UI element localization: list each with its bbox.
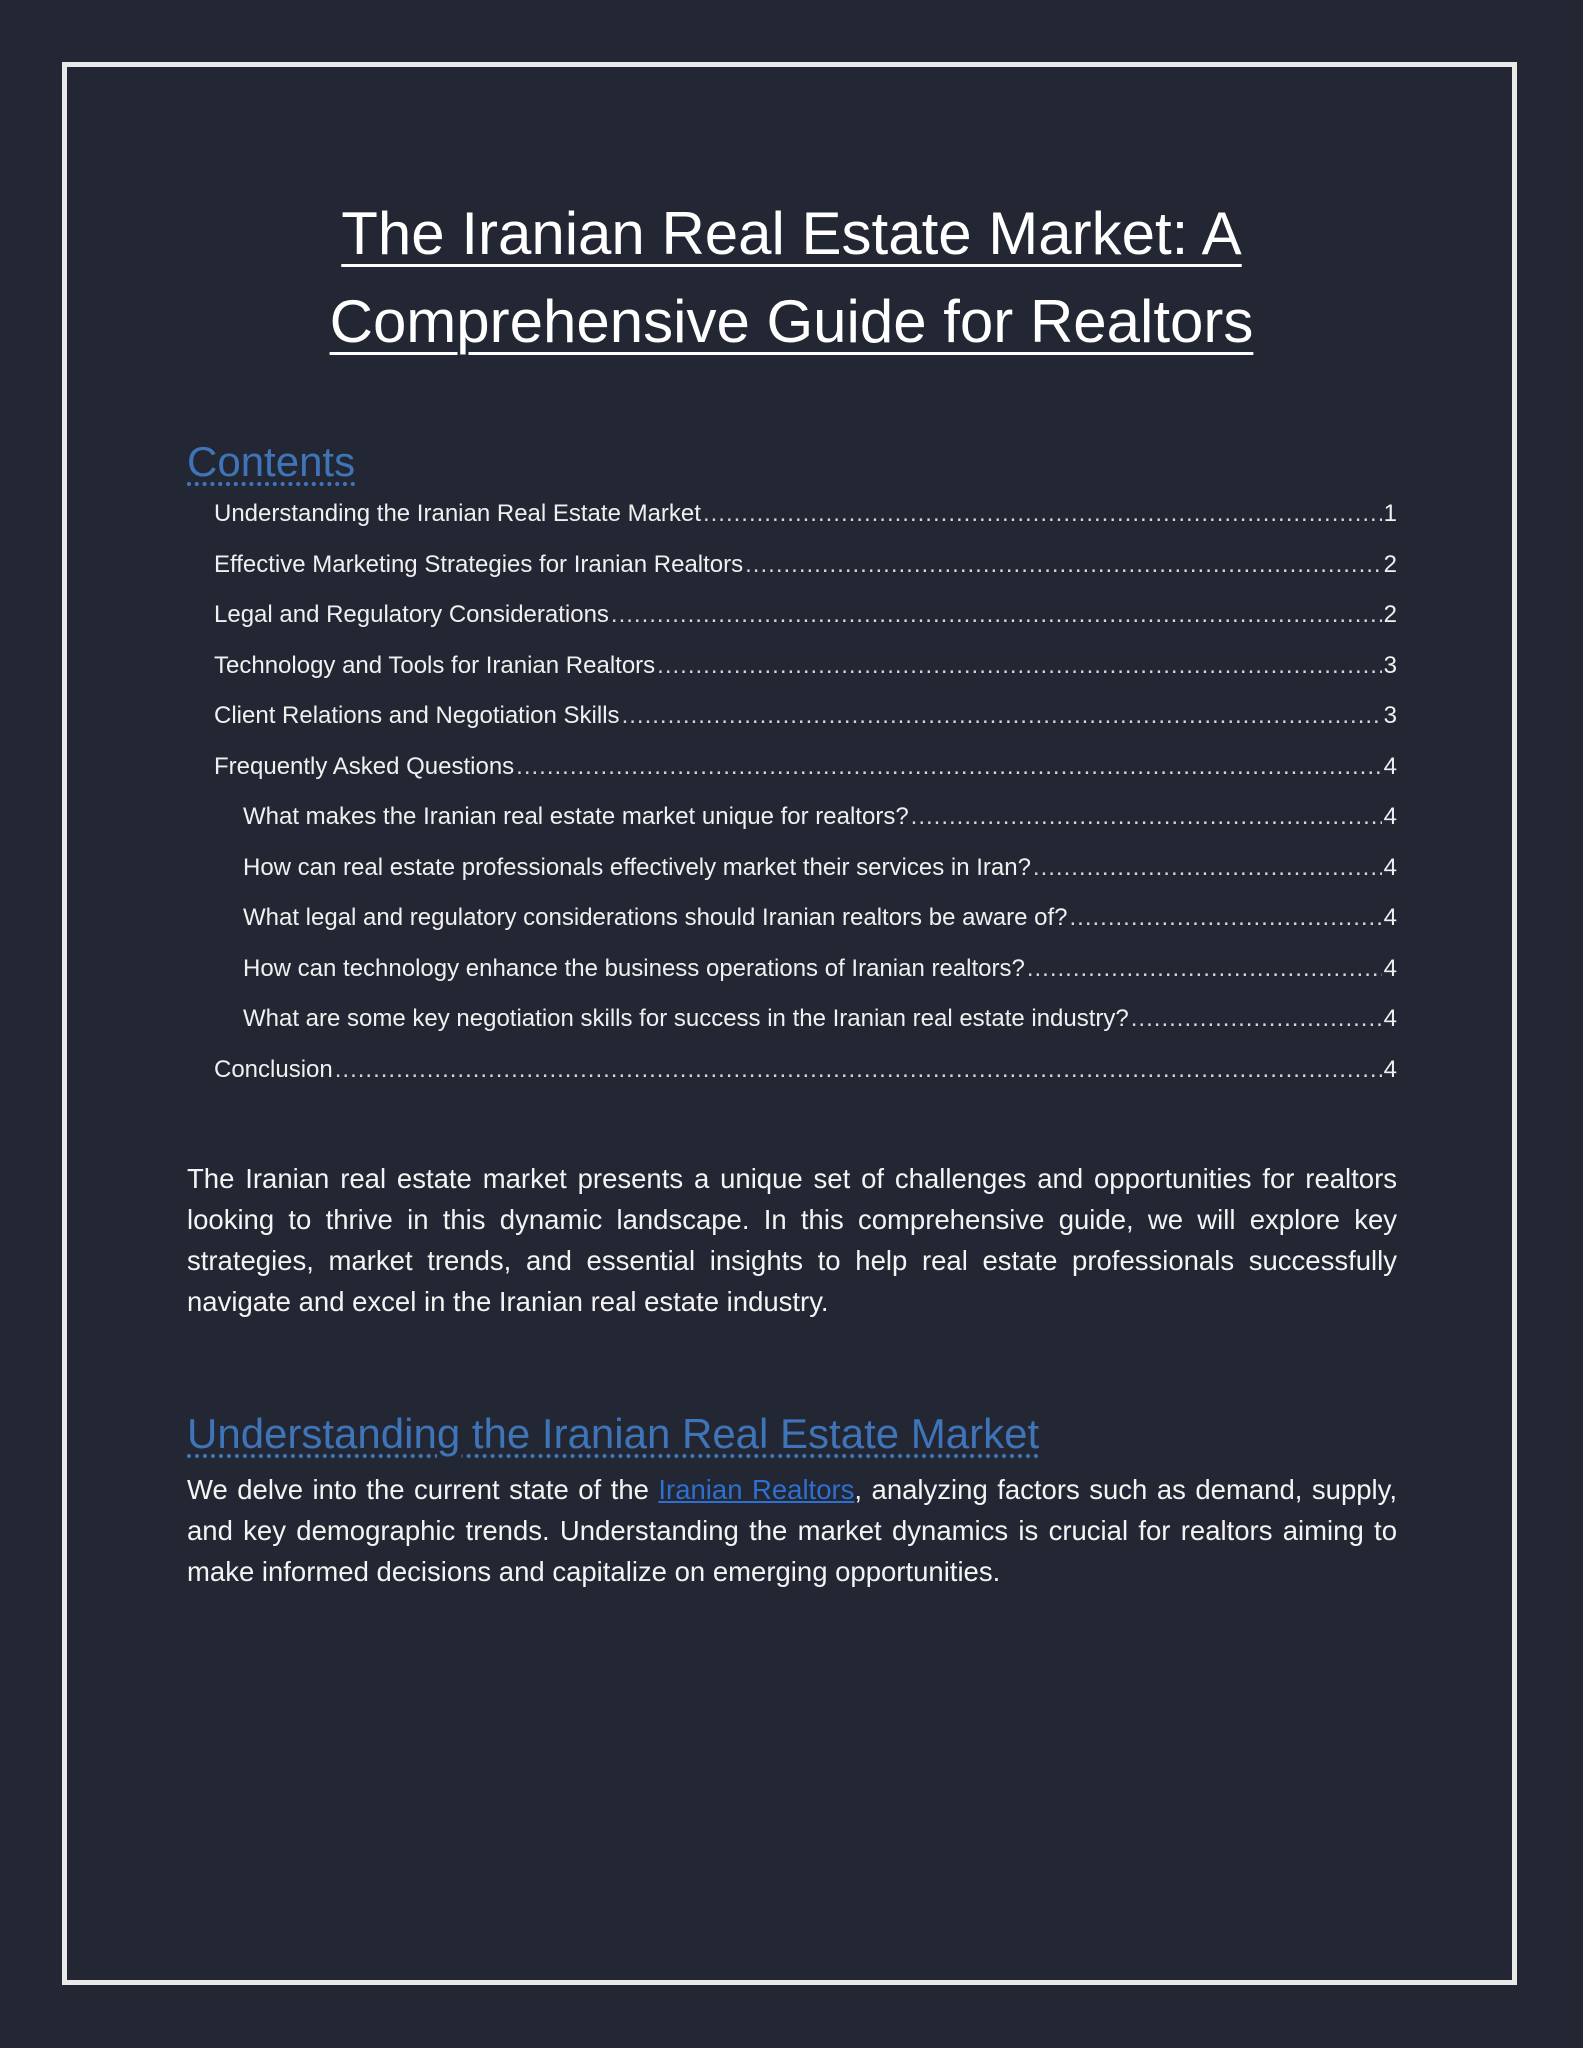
toc-leader-dots [611, 595, 1382, 635]
toc-leader-dots [745, 545, 1382, 585]
toc-item-page: 2 [1383, 550, 1397, 578]
title-line-2: Comprehensive Guide for Realtors [329, 288, 1254, 355]
toc-leader-dots [703, 494, 1382, 534]
toc-subitem[interactable] [214, 848, 1397, 899]
toc-item-page: 4 [1383, 803, 1397, 830]
toc-heading: Contents [187, 438, 356, 485]
toc-leader-dots [1069, 898, 1381, 938]
title-line-1: The Iranian Real Estate Market: A [341, 200, 1242, 267]
toc-item-label: Technology and Tools for Iranian Realtors [214, 651, 656, 679]
toc-item-page: 4 [1383, 954, 1397, 982]
document-title [130, 190, 1453, 366]
section-heading: Understanding the Iranian Real Estate Market [187, 1410, 1040, 1457]
section-paragraph [187, 1469, 1397, 1592]
iranian-realtors-link[interactable]: Iranian Realtors [658, 1474, 855, 1505]
section-text-after-link: , analyzing factors such as demand, supply, and key demographic trends. Understanding the market dynamics is crucial for realtors aiming to make informed decisions and capitalize on emerging opportunities. [187, 1474, 1397, 1587]
toc-item[interactable] [214, 1050, 1397, 1101]
toc-item[interactable] [214, 696, 1397, 747]
toc-leader-dots [516, 747, 1381, 787]
toc-leader-dots [911, 797, 1382, 837]
toc-item-label: Legal and Regulatory Considerations [214, 601, 609, 628]
toc-item-page: 4 [1383, 1005, 1397, 1032]
table-of-contents [214, 494, 1397, 1100]
toc-item[interactable] [214, 494, 1397, 545]
toc-leader-dots [1027, 949, 1382, 989]
toc-item-label: What legal and regulatory considerations should Iranian realtors be aware of? [243, 904, 1068, 931]
toc-item-label: How can real estate professionals effectively market their services in Iran? [243, 853, 1031, 881]
toc-item-label: Conclusion [214, 1055, 333, 1083]
toc-item[interactable] [214, 545, 1397, 596]
toc-leader-dots [622, 696, 1382, 736]
toc-item-page: 4 [1383, 853, 1397, 881]
toc-subitem[interactable] [214, 898, 1397, 949]
toc-item-label: Effective Marketing Strategies for Iranian Realtors [214, 550, 744, 578]
toc-item-label: What are some key negotiation skills for success in the Iranian real estate industry? [243, 1005, 1129, 1032]
section-text-before-link: We delve into the current state of the [187, 1474, 659, 1505]
toc-item-label: What makes the Iranian real estate market unique for realtors? [243, 803, 909, 830]
toc-item-page: 4 [1383, 752, 1397, 780]
toc-subitem[interactable] [214, 949, 1397, 1000]
toc-item-page: 2 [1383, 601, 1397, 628]
toc-subitem[interactable] [214, 797, 1397, 848]
toc-item-page: 3 [1383, 651, 1397, 679]
toc-item-page: 4 [1383, 1055, 1397, 1083]
toc-item-label: Understanding the Iranian Real Estate Market [214, 500, 701, 527]
toc-subitem[interactable] [214, 999, 1397, 1050]
toc-leader-dots [1131, 999, 1382, 1039]
toc-item-label: Client Relations and Negotiation Skills [214, 702, 620, 729]
toc-item-label: Frequently Asked Questions [214, 752, 515, 780]
toc-item[interactable] [214, 595, 1397, 646]
toc-leader-dots [657, 646, 1381, 686]
toc-item-page: 4 [1383, 904, 1397, 931]
intro-paragraph: The Iranian real estate market presents a unique set of challenges and opportunities for realtors looking to thrive in this dynamic landscape. In this comprehensive guide, we will explore key strategies, market trends, and essential insights to help real estate professionals successfully navigate and excel in the Iranian real estate industry. [187, 1163, 1397, 1317]
toc-item[interactable] [214, 747, 1397, 798]
toc-item-label: How can technology enhance the business operations of Iranian realtors? [243, 954, 1025, 982]
toc-leader-dots [335, 1050, 1382, 1090]
toc-item-page: 3 [1383, 702, 1397, 729]
toc-leader-dots [1033, 848, 1382, 888]
toc-item-page: 1 [1383, 500, 1397, 527]
toc-item[interactable] [214, 646, 1397, 697]
